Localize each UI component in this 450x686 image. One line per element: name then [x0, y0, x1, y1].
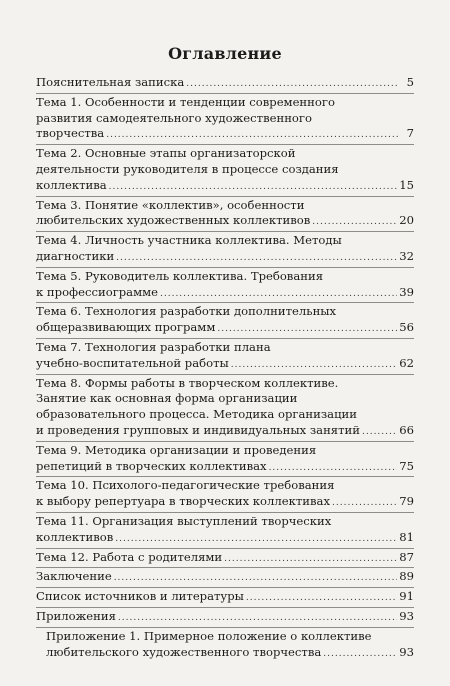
toc-entry-text: образовательного процесса. Методика организации [36, 407, 357, 422]
toc-page-number: 39 [399, 284, 414, 299]
toc-entry-last-line [36, 178, 414, 196]
dot-leader [217, 322, 397, 338]
toc-entry-text: Занятие как основная форма организации [36, 391, 298, 406]
toc-page-number: 75 [399, 458, 414, 473]
dot-leader [224, 552, 397, 568]
toc-entry-text: Тема 2. Основные этапы организаторской [36, 146, 296, 161]
toc-entry [36, 74, 414, 94]
toc-entry [36, 268, 414, 304]
toc-entry-text: общеразвивающих программ [36, 320, 216, 335]
toc-entry-text: Приложения [36, 608, 116, 623]
toc-entry-last-line [36, 75, 414, 93]
toc-entry-last-line [36, 550, 414, 568]
toc-entry-text: и проведения групповых и индивидуальных занятий [36, 422, 360, 437]
toc-page-number: 5 [406, 75, 414, 89]
toc-entry [36, 442, 414, 478]
toc-page-number: 81 [399, 529, 414, 544]
toc-entry-text: Тема 4. Личность участника коллектива. Методы [36, 233, 342, 248]
dot-leader [115, 532, 397, 548]
toc-entry-text: Пояснительная записка [36, 75, 185, 89]
dot-leader [269, 461, 398, 477]
toc-entry-text: творчества [36, 126, 105, 141]
toc-entry-last-line [36, 589, 414, 607]
toc-entry [36, 608, 414, 628]
dot-leader [106, 128, 398, 144]
toc-entry [36, 197, 414, 233]
toc-page-number: 87 [399, 549, 414, 564]
dot-leader [246, 591, 397, 607]
toc-entry-text: коллективов [36, 529, 114, 544]
toc-entry-last-line [36, 356, 414, 374]
toc-entry-text: репетиций в творческих коллективах [36, 458, 267, 473]
dot-leader [362, 425, 397, 441]
toc-entry-last-line [46, 645, 414, 663]
toc-entry [36, 375, 414, 442]
dot-leader [116, 251, 397, 267]
toc-entry-last-line [36, 609, 414, 627]
toc-entry [36, 303, 414, 339]
toc-entry-text: развития самодеятельного художественного [36, 110, 312, 125]
toc-page-number: 62 [399, 355, 414, 370]
toc-entry-last-line [36, 423, 414, 441]
dot-leader [118, 611, 397, 627]
toc-entry [36, 568, 414, 588]
toc-entry-text: Заключение [36, 569, 112, 584]
dot-leader [231, 358, 397, 374]
toc-entry-text: коллектива [36, 177, 107, 192]
toc-entry-text: Тема 12. Работа с родителями [36, 549, 223, 564]
toc-page-number: 93 [399, 608, 414, 623]
toc-entry-last-line [36, 459, 414, 477]
toc-entry-last-line [36, 530, 414, 548]
toc-entry-text: Тема 7. Технология разработки плана [36, 339, 271, 354]
toc-entry-text: любительских художественных коллективов [36, 213, 311, 228]
toc-page-number: 20 [399, 213, 414, 228]
toc-page-number: 15 [399, 177, 414, 192]
dot-leader [160, 287, 397, 303]
toc-entry-text: диагностики [36, 248, 115, 263]
toc-entry [36, 513, 414, 549]
toc-entry [36, 232, 414, 268]
toc-entry-text: любительского художественного творчества [46, 644, 322, 659]
toc-entry-text: Тема 8. Формы работы в творческом коллективе. [36, 375, 339, 390]
toc-entry [36, 588, 414, 608]
toc-subentry [46, 628, 414, 663]
toc-entry-last-line [36, 320, 414, 338]
toc-entry-last-line [36, 249, 414, 267]
toc-page-number: 32 [399, 248, 414, 263]
dot-leader [114, 571, 398, 587]
toc-page-number: 56 [399, 320, 414, 335]
toc-entry-text: деятельности руководителя в процессе создания [36, 161, 339, 176]
toc-page-number: 66 [399, 422, 414, 437]
toc-entry-text: Тема 9. Методика организации и проведения [36, 442, 317, 457]
toc-page-number: 93 [399, 644, 414, 659]
toc-entry [36, 94, 414, 145]
dot-leader [109, 180, 398, 196]
toc-entry [36, 339, 414, 375]
toc-page-number: 89 [399, 569, 414, 584]
toc-entry-last-line [36, 569, 414, 587]
toc-entry-text: Тема 1. Особенности и тенденции современного [36, 94, 335, 109]
dot-leader [323, 647, 397, 663]
dot-leader [186, 77, 398, 93]
toc-page-number: 91 [399, 589, 414, 604]
toc-page-number: 7 [406, 126, 414, 141]
toc-entry [36, 477, 414, 513]
toc-entry-text: Тема 3. Понятие «коллектив», особенности [36, 197, 305, 212]
toc-entry-text: Тема 11. Организация выступлений творческих [36, 513, 332, 528]
toc-entry [36, 145, 414, 196]
toc-entry-text: к выбору репертуара в творческих коллективах [36, 494, 330, 509]
toc-entry-text: Список источников и литературы [36, 589, 244, 604]
toc-entry-text: Тема 10. Психолого-педагогические требования [36, 478, 335, 493]
toc-entry-text: Тема 5. Руководитель коллектива. Требования [36, 268, 324, 283]
dot-leader [312, 215, 397, 231]
toc-entry-text: учебно-воспитательной работы [36, 355, 229, 370]
toc-entry [36, 549, 414, 569]
toc-heading: Оглавление [168, 44, 282, 63]
toc-entry-last-line [36, 285, 414, 303]
toc-entry-text: Приложение 1. Примерное положение о коллективе [46, 628, 372, 643]
toc-entry-text: Тема 6. Технология разработки дополнительных [36, 304, 337, 319]
toc-entry-last-line [36, 494, 414, 512]
toc-entry-last-line [36, 126, 414, 144]
toc-page-number: 79 [399, 494, 414, 509]
toc-entry-last-line [36, 213, 414, 231]
table-of-contents [36, 74, 414, 662]
dot-leader [332, 496, 397, 512]
toc-entry-text: к профессиограмме [36, 284, 158, 299]
